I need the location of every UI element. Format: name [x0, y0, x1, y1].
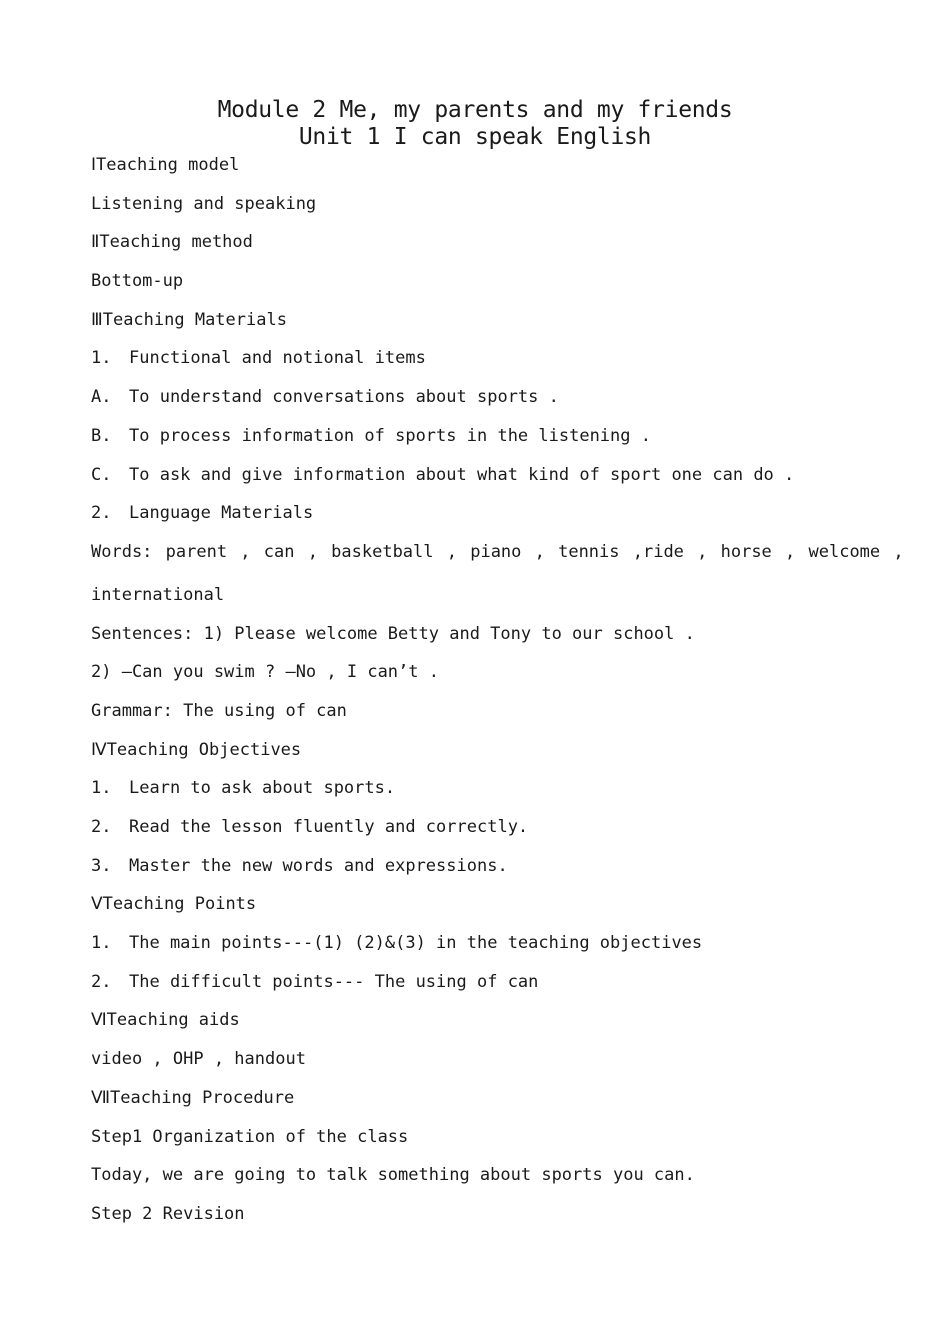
heading-teaching-model: ⅠTeaching model — [91, 155, 240, 175]
body-text — [91, 152, 904, 1240]
list-item-text: To ask and give information about what kind of sport one can do . — [129, 464, 795, 485]
list-item — [91, 423, 871, 462]
list-item — [91, 969, 871, 1008]
heading-teaching-objectives: ⅣTeaching Objectives — [91, 739, 302, 760]
heading-teaching-method: ⅡTeaching method — [91, 232, 253, 253]
words-line: Words: parent , can , basketball , piano , tennis ,ride , horse , welcome , — [91, 541, 904, 562]
list-marker: B. — [91, 425, 112, 446]
list-item — [91, 384, 871, 423]
unit-title: Unit 1 I can speak English — [298, 124, 652, 150]
list-marker: 1. — [91, 348, 112, 369]
heading-teaching-aids: ⅥTeaching aids — [91, 1010, 240, 1031]
list-item-text: Language Materials — [129, 503, 314, 524]
list-item — [91, 814, 871, 853]
sentences-line: Sentences: 1) Please welcome Betty and Tony to our school . — [91, 623, 695, 644]
list-marker: 3. — [91, 855, 112, 876]
list-item-text: To process information of sports in the listening . — [129, 425, 651, 446]
list-item — [91, 462, 871, 501]
heading-teaching-materials: ⅢTeaching Materials — [91, 309, 287, 330]
list-item-text: To understand conversations about sports . — [129, 387, 559, 408]
sentences-line: 2) —Can you swim ? —No , I can’t . — [91, 662, 439, 683]
list-marker: 2. — [91, 503, 112, 524]
grammar-line: Grammar: The using of can — [91, 700, 347, 721]
paragraph: Bottom-up — [91, 271, 184, 292]
list-item-text: The difficult points--- The using of can — [129, 971, 539, 992]
paragraph: Today, we are going to talk something about sports you can. — [91, 1165, 695, 1186]
list-item — [91, 775, 871, 814]
words-line-continued: international — [91, 584, 225, 605]
list-item — [91, 345, 871, 384]
list-item — [91, 930, 871, 969]
list-item-text: Learn to ask about sports. — [129, 778, 396, 799]
list-marker: 2. — [91, 971, 112, 992]
module-title: Module 2 Me, my parents and my friends — [217, 97, 733, 123]
heading-teaching-procedure: ⅦTeaching Procedure — [91, 1087, 295, 1108]
step-heading: Step1 Organization of the class — [91, 1126, 409, 1147]
heading-teaching-points: ⅤTeaching Points — [91, 894, 257, 915]
list-marker: A. — [91, 387, 112, 408]
list-item-text: The main points---(1) (2)&(3) in the teaching objectives — [129, 933, 703, 954]
list-marker: 1. — [91, 933, 112, 954]
step-heading: Step 2 Revision — [91, 1203, 245, 1224]
title-block — [0, 97, 950, 151]
list-item — [91, 500, 871, 539]
list-item-text: Master the new words and expressions. — [129, 855, 508, 876]
list-item — [91, 853, 871, 892]
list-marker: 1. — [91, 778, 112, 799]
list-marker: C. — [91, 464, 112, 485]
list-marker: 2. — [91, 817, 112, 837]
paragraph: Listening and speaking — [91, 193, 317, 214]
paragraph: video , OHP , handout — [91, 1049, 306, 1070]
list-item-text: Read the lesson fluently and correctly. — [129, 817, 529, 837]
list-item-text: Functional and notional items — [129, 348, 426, 369]
